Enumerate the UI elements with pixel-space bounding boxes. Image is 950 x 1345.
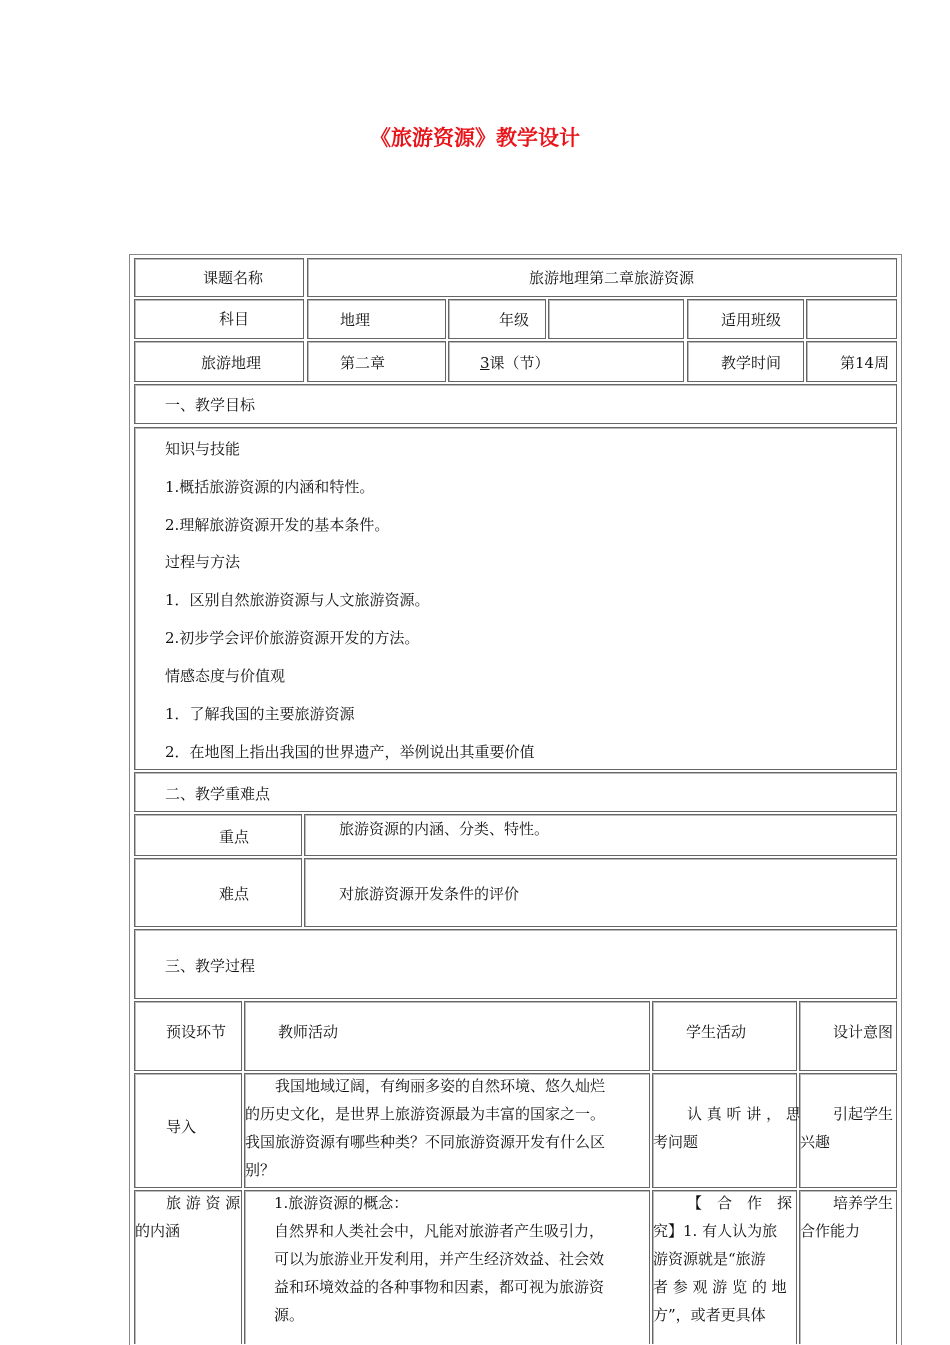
objective-line: 1．区别自然旅游资源与人文旅游资源。 xyxy=(165,591,430,609)
column-header-label: 预设环节 xyxy=(166,1023,227,1041)
course-name: 旅游地理第二章旅游资源 xyxy=(529,269,695,287)
key-points-heading-cell xyxy=(134,772,897,812)
subject-label-cell xyxy=(134,299,304,339)
teacher-line: 我国地域辽阔，有绚丽多姿的自然环境、悠久灿烂 xyxy=(275,1077,606,1095)
time-value: 第14周 xyxy=(840,354,890,372)
document-title: 《旅游资源》教学设计 xyxy=(370,126,580,150)
column-header-label: 学生活动 xyxy=(686,1023,747,1041)
table-row-concept-teacher xyxy=(244,1190,650,1344)
table-row-intro-student xyxy=(652,1073,801,1188)
class-cell xyxy=(806,299,897,339)
objective-line: 情感态度与价值观 xyxy=(165,667,286,685)
difficulty-value: 对旅游资源开发条件的评价 xyxy=(339,885,520,903)
teacher-line: 1.旅游资源的概念： xyxy=(274,1194,409,1212)
table-row-concept-intent xyxy=(799,1190,897,1344)
objectives-body-cell xyxy=(134,427,897,770)
teacher-line: 自然界和人类社会中，凡能对旅游者产生吸引力， xyxy=(274,1222,605,1240)
table-row-concept-student xyxy=(652,1190,797,1344)
difficulty-label: 难点 xyxy=(219,885,250,903)
book-value: 旅游地理 xyxy=(201,354,262,372)
difficulty-cell xyxy=(304,858,897,927)
grade-cell xyxy=(548,299,684,339)
time-label: 教学时间 xyxy=(721,354,782,372)
column-header-label: 设计意图 xyxy=(833,1023,894,1041)
objectives-heading-cell xyxy=(134,384,897,424)
class-label: 适用班级 xyxy=(721,311,782,329)
stage-line: 旅 游 资 源 xyxy=(166,1194,241,1212)
stage-line: 的内涵 xyxy=(135,1222,181,1240)
subject-value: 地理 xyxy=(340,311,371,329)
subject-cell xyxy=(307,299,446,339)
student-line: 究】1. 有人认为旅 xyxy=(653,1222,778,1240)
grade-label: 年级 xyxy=(499,311,530,329)
teacher-line: 益和环境效益的各种事物和因素，都可视为旅游资 xyxy=(274,1278,605,1296)
intent-line: 兴趣 xyxy=(800,1133,831,1151)
course-name-label-cell xyxy=(134,258,304,297)
objective-line: 过程与方法 xyxy=(165,553,241,571)
stage-label: 导入 xyxy=(166,1118,197,1136)
teacher-line: 可以为旅游业开发利用，并产生经济效益、社会效 xyxy=(274,1250,605,1268)
difficulty-label-cell xyxy=(134,858,302,927)
grade-label-cell xyxy=(448,299,546,339)
chapter-cell xyxy=(307,341,446,382)
table-row-intro-teacher xyxy=(244,1073,650,1188)
table-row-intro-intent xyxy=(799,1073,897,1188)
student-line: 游资源就是“旅游 xyxy=(653,1250,766,1268)
objective-line: 2.初步学会评价旅游资源开发的方法。 xyxy=(165,629,420,647)
focus-cell xyxy=(304,814,897,856)
focus-label-cell xyxy=(134,814,302,856)
teacher-line: 的历史文化，是世界上旅游资源最为丰富的国家之一。 xyxy=(245,1105,606,1123)
column-header-stage xyxy=(134,1001,242,1071)
chapter-value: 第二章 xyxy=(340,354,386,372)
column-header-student xyxy=(652,1001,797,1071)
table-row-intro-stage xyxy=(134,1073,242,1188)
objectives-heading: 一、教学目标 xyxy=(165,396,256,414)
focus-label: 重点 xyxy=(219,828,250,846)
student-line: 【 合 作 探 xyxy=(687,1194,793,1212)
intent-line: 合作能力 xyxy=(800,1222,861,1240)
process-heading: 三、教学过程 xyxy=(165,957,256,975)
teacher-line: 源。 xyxy=(274,1306,305,1324)
objective-line: 2.理解旅游资源开发的基本条件。 xyxy=(165,516,390,534)
intent-line: 培养学生 xyxy=(833,1194,894,1212)
class-label-cell xyxy=(687,299,804,339)
course-name-label: 课题名称 xyxy=(203,269,264,287)
subject-label: 科目 xyxy=(219,310,250,328)
student-line: 考问题 xyxy=(653,1133,699,1151)
process-heading-cell xyxy=(134,929,897,999)
objective-line: 1．了解我国的主要旅游资源 xyxy=(165,705,355,723)
column-header-teacher xyxy=(244,1001,650,1071)
key-points-heading: 二、教学重难点 xyxy=(165,785,271,803)
focus-value: 旅游资源的内涵、分类、特性。 xyxy=(339,820,550,838)
student-line: 者 参 观 游 览 的 地 xyxy=(653,1278,787,1296)
objective-line: 知识与技能 xyxy=(165,440,241,458)
book-cell xyxy=(134,341,304,382)
time-cell xyxy=(806,341,897,382)
teacher-line: 别？ xyxy=(245,1161,276,1179)
objective-line: 1.概括旅游资源的内涵和特性。 xyxy=(165,478,375,496)
teacher-line: 我国旅游资源有哪些种类？不同旅游资源开发有什么区 xyxy=(245,1133,606,1151)
intent-line: 引起学生 xyxy=(833,1105,894,1123)
course-name-cell xyxy=(307,258,897,297)
table-row-concept-stage xyxy=(134,1190,242,1344)
lesson-count-unit: 课（节） xyxy=(489,354,550,372)
student-line: 认 真 听 讲 ， 思 xyxy=(687,1105,801,1123)
lesson-count-cell xyxy=(448,341,684,382)
column-header-intent xyxy=(799,1001,897,1071)
student-line: 方”，或者更具体 xyxy=(653,1306,766,1324)
column-header-label: 教师活动 xyxy=(278,1023,339,1041)
objective-line: 2．在地图上指出我国的世界遗产，举例说出其重要价值 xyxy=(165,743,535,761)
lesson-count-number: 3 xyxy=(480,354,490,372)
time-label-cell xyxy=(687,341,804,382)
